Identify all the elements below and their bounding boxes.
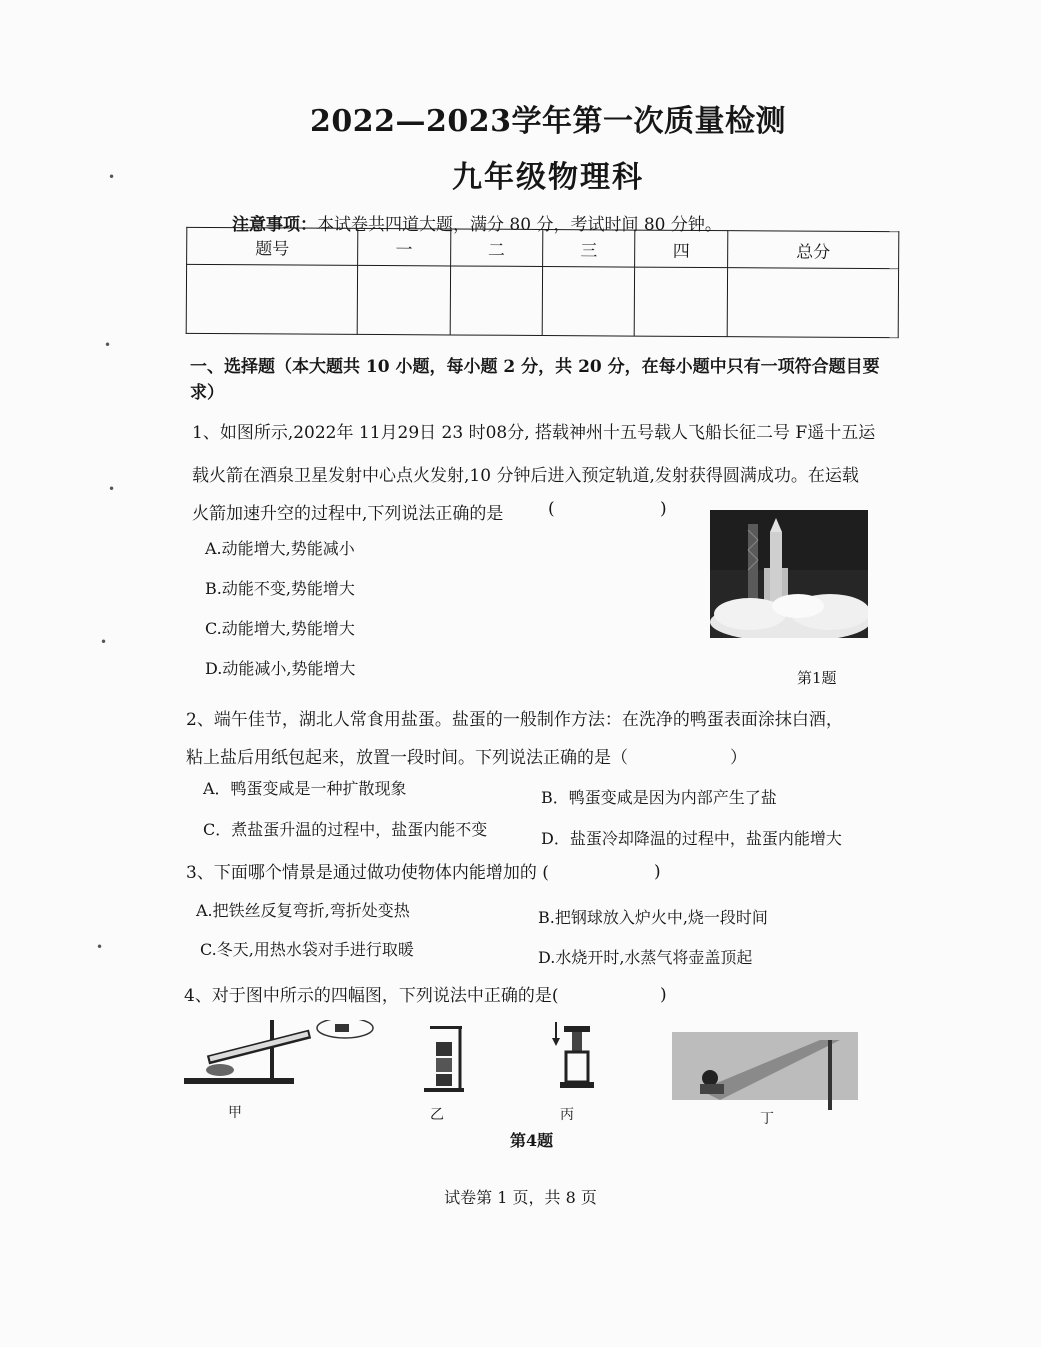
figure-yi-lead-blocks [424,1026,464,1092]
score-cell[interactable] [357,265,450,335]
exam-subtitle: 九年级物理科 [452,160,644,195]
score-header-cell: 三 [543,230,636,268]
q3-line1: 3、下面哪个情景是通过做功使物体内能增加的 ( [186,863,549,883]
q2-option-d: D．盐蛋冷却降温的过程中，盐蛋内能增大 [541,829,842,848]
q4-line1: 4、对于图中所示的四幅图，下列说法中正确的是( [184,986,559,1006]
margin-mark: • [96,940,104,954]
q1-line2: 载火箭在酒泉卫星发射中心点火发射,10 分钟后进入预定轨道,发射获得圆满成功。在运载 [192,466,859,486]
q1-line1: 1、如图所示,2022年 11月29日 23 时08分, 搭载神州十五号载人飞船长征二号 F遥十五运 [192,423,876,443]
q4-figures [180,1020,870,1130]
score-header-cell: 四 [635,230,728,268]
exam-title: 2022—2023学年第一次质量检测 [310,104,786,139]
q4-figure-caption: 第4题 [510,1131,554,1150]
q3-option-c: C.冬天,用热水袋对手进行取暖 [200,940,414,959]
figure-ding-slide [672,1032,858,1110]
q3-answer-paren-close: ) [654,862,661,882]
q2-line1: 2、端午佳节，湖北人常食用盐蛋。盐蛋的一般制作方法：在洗净的鸭蛋表面涂抹白酒， [186,710,843,730]
score-cell[interactable] [635,267,728,337]
q2-option-a: A．鸭蛋变咸是一种扩散现象 [203,779,407,798]
score-cell[interactable] [727,268,899,338]
q1-option-b: B.动能不变,势能增大 [205,579,355,598]
score-header-cell: 题号 [187,227,358,265]
margin-mark: • [108,482,116,496]
score-header-cell: 总分 [727,231,898,269]
page-footer: 试卷第 1 页，共 8 页 [444,1188,597,1207]
q4-label-ding: 丁 [760,1111,774,1127]
q3-option-b: B.把钢球放入炉火中,烧一段时间 [538,908,768,927]
q1-line3: 火箭加速升空的过程中,下列说法正确的是 [192,504,504,524]
q1-figure-caption: 第1题 [797,669,837,687]
q2-option-b: B．鸭蛋变咸是因为内部产生了盐 [541,788,777,807]
score-header-cell: 一 [358,228,451,266]
score-cell[interactable] [450,266,543,336]
score-table-blank-row [186,264,898,337]
q1-option-c: C.动能增大,势能增大 [205,619,355,638]
score-table-header-row [187,227,899,268]
q4-answer-paren-close: ) [660,985,667,1005]
margin-mark: • [104,338,112,352]
q4-label-jia: 甲 [228,1105,242,1121]
q1-option-d: D.动能减小,势能增大 [205,659,356,678]
q2-line2: 粘上盐后用纸包起来，放置一段时间。下列说法正确的是（ [186,748,628,768]
q2-option-c: C．煮盐蛋升温的过程中，盐蛋内能不变 [203,820,488,839]
q3-option-a: A.把铁丝反复弯折,弯折处变热 [196,901,410,920]
score-cell[interactable] [186,264,357,334]
figure-jia-test-tube [184,1020,373,1084]
rocket-launch-photo [710,510,868,638]
q1-answer-paren-close: ) [660,499,667,519]
score-header-cell: 二 [450,229,543,267]
figure-bing-air-piston [552,1022,594,1088]
section1-heading: 一、选择题（本大题共 10 小题，每小题 2 分，共 20 分，在每小题中只有一项符合题目要求） [190,357,880,403]
q1-option-a: A.动能增大,势能减小 [205,539,355,558]
notice-label: 注意事项： [232,215,317,235]
q2-answer-paren-close: ） [730,748,747,768]
margin-mark: • [108,170,116,184]
q3-option-d: D.水烧开时,水蒸气将壶盖顶起 [538,948,753,967]
q4-label-bing: 丙 [560,1107,574,1123]
q1-answer-paren-open: ( [548,499,555,519]
score-cell[interactable] [542,267,635,337]
score-table [186,227,900,338]
margin-mark: • [100,635,108,649]
notice-text: 本试卷共四道大题，满分 80 分，考试时间 80 分钟。 [317,215,722,235]
q4-label-yi: 乙 [430,1107,444,1123]
